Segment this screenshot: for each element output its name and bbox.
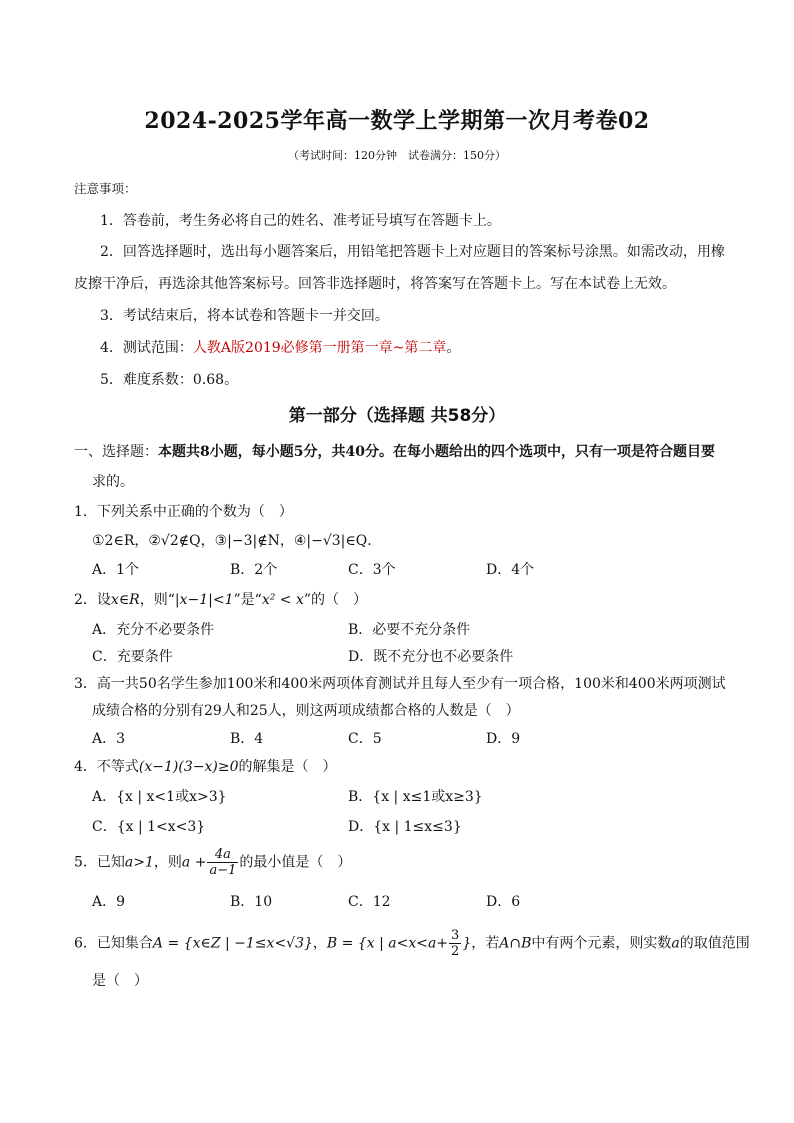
notice-item-5: 5．难度系数：0.68。: [100, 372, 239, 388]
q2-stem-e: ”是“: [233, 592, 262, 608]
q2-option-c: C．充要条件: [92, 649, 173, 665]
q3-option-c: C．5: [348, 731, 382, 747]
q2-stem-g: ”的（ ）: [303, 592, 368, 608]
section-title: 第一部分（选择题 共58分）: [288, 406, 506, 426]
q2-stem-c: ，则“: [139, 592, 175, 608]
page-title: 2024-2025学年高一数学上学期第一次月考卷02: [144, 108, 650, 134]
q1-items: ①2∈R，②√2∉Q，③|−3|∉N，④|−√3|∈Q．: [92, 533, 382, 549]
q6-stem-d: 的取值范围: [679, 935, 750, 952]
q2-stem-f: x² < x: [261, 592, 304, 608]
test-scope: 人教A版2019必修第一册第一章~第二章: [192, 340, 447, 356]
q6-stem-c: 中有两个元素，则实数: [531, 935, 672, 952]
q2-stem-b: x∈R: [110, 592, 140, 608]
q5-stem-b: ，则: [153, 854, 182, 871]
q5-fraction-denominator: a−1: [209, 863, 237, 878]
q1-option-d: D．4个: [486, 562, 535, 578]
q2-option-b: B．必要不充分条件: [348, 622, 471, 638]
q5-option-c: C．12: [348, 894, 391, 910]
q6-set-b-suffix: }: [462, 935, 472, 952]
q1-option-a: A．1个: [92, 562, 140, 578]
q4-expression: (x−1)(3−x)≥0: [138, 759, 239, 775]
q4-stem-b: 的解集是（ ）: [238, 759, 337, 775]
q2-stem-a: 2．设: [74, 592, 111, 608]
q5-condition: a>1: [124, 854, 154, 871]
q4-option-a: A．{x | x<1或x>3}: [92, 789, 227, 805]
q1-option-b: B．2个: [230, 562, 278, 578]
q5-option-d: D．6: [486, 894, 521, 910]
q4-stem: [74, 756, 336, 776]
q5-fraction: [207, 847, 238, 878]
notice-item-4-prefix: 4．测试范围：: [100, 340, 193, 356]
exam-info: （考试时间：120分钟 试卷满分：150分）: [288, 149, 506, 162]
q2-stem-d: |x−1|<1: [174, 592, 234, 608]
q6-intersection: A∩B: [499, 935, 532, 952]
q5-fraction-numerator: 4a: [207, 847, 238, 863]
q5-option-a: A．9: [92, 894, 126, 910]
q6-stem-cont: 是（ ）: [92, 973, 148, 989]
q6-stem-a: 6．已知集合: [74, 935, 153, 952]
q5-stem-c: 的最小值是（ ）: [239, 854, 352, 871]
q6-stem: [74, 928, 750, 959]
q4-option-c: C．{x | 1<x<3}: [92, 819, 206, 835]
notice-heading: 注意事项：: [74, 181, 137, 196]
q4-option-b: B．{x | x≤1或x≥3}: [348, 789, 483, 805]
q6-separator: ，: [312, 935, 327, 952]
q6-stem-b: ，若: [471, 935, 500, 952]
section-intro-rule: 本题共8小题，每小题5分，共40分。在每小题给出的四个选项中，只有一项是符合题目要: [158, 444, 715, 460]
section-intro: [74, 441, 715, 461]
q6-fraction: [449, 928, 461, 959]
q5-stem: [74, 847, 351, 878]
notice-item-2-cont: 皮擦干净后，再选涂其他答案标号。回答非选择题时，将答案写在答题卡上。写在本试卷上无效。: [74, 276, 676, 292]
q4-option-d: D．{x | 1≤x≤3}: [348, 819, 462, 835]
q3-option-a: A．3: [92, 731, 126, 747]
notice-item-2: 2．回答选择题时，选出每小题答案后，用铅笔把答题卡上对应题目的答案标号涂黑。如需改动，用橡: [100, 244, 725, 260]
q3-option-d: D．9: [486, 731, 521, 747]
notice-item-4: [100, 337, 460, 357]
notice-item-3: 3．考试结束后，将本试卷和答题卡一并交回。: [100, 308, 389, 324]
notice-item-1: 1．答卷前，考生务必将自己的姓名、准考证号填写在答题卡上。: [100, 213, 501, 229]
q6-fraction-numerator: 3: [451, 928, 460, 943]
section-intro-cont: 求的。: [92, 474, 134, 490]
q3-stem: 3．高一共50名学生参加100米和400米两项体育测试并且每人至少有一项合格，100米和400米两项测试: [74, 676, 726, 692]
q6-variable: a: [671, 935, 680, 952]
q6-fraction-denominator: 2: [451, 944, 460, 959]
q6-set-b-prefix: B = {x | a<x<a+: [326, 935, 449, 952]
q2-option-d: D．既不充分也不必要条件: [348, 649, 514, 665]
q5-expression: a +: [181, 854, 207, 871]
notice-item-4-suffix: 。: [446, 340, 461, 356]
q2-option-a: A．充分不必要条件: [92, 622, 215, 638]
q6-set-a: A = {x∈Z | −1≤x<√3}: [152, 935, 313, 952]
q3-option-b: B．4: [230, 731, 264, 747]
q5-option-b: B．10: [230, 894, 273, 910]
q1-stem: 1．下列关系中正确的个数为（ ）: [74, 504, 293, 520]
q4-stem-a: 4．不等式: [74, 759, 139, 775]
q1-option-c: C．3个: [348, 562, 396, 578]
q3-stem-cont: 成绩合格的分别有29人和25人，则这两项成绩都合格的人数是（ ）: [92, 703, 520, 719]
q5-stem-a: 5．已知: [74, 854, 125, 871]
section-intro-prefix: 一、选择题：: [74, 444, 158, 460]
q2-stem: [74, 589, 367, 609]
